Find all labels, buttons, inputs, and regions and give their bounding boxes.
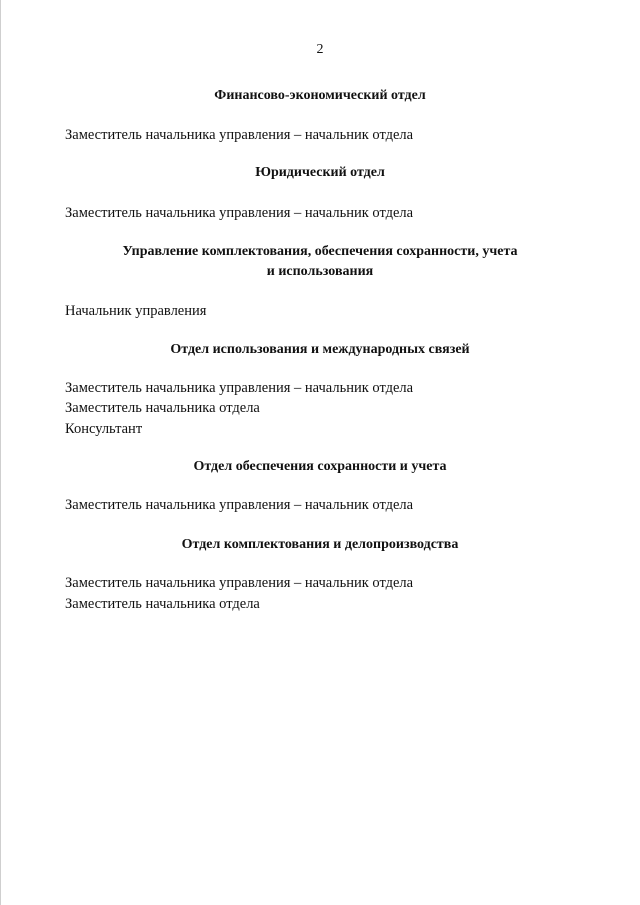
section-heading-preservation xyxy=(60,457,580,477)
heading-line: Отдел обеспечения сохранности и учета xyxy=(193,459,447,474)
section-heading-legal xyxy=(60,163,580,183)
position-line: Заместитель начальника управления – начальник отдела xyxy=(65,127,414,143)
position-line: Начальник управления xyxy=(65,303,207,319)
heading-line: Отдел использования и международных связей xyxy=(170,342,470,357)
heading-line: Финансово-экономический отдел xyxy=(214,88,426,103)
section-heading-acquisition xyxy=(60,535,580,555)
position-line: Заместитель начальника управления – начальник отдела xyxy=(65,497,414,513)
section-heading-financial xyxy=(60,86,580,106)
position-line: Заместитель начальника отдела xyxy=(65,596,260,612)
scan-edge-line xyxy=(0,0,1,905)
heading-line: Отдел комплектования и делопроизводства xyxy=(181,537,459,552)
position-line: Заместитель начальника отдела xyxy=(65,400,260,416)
heading-line: Юридический отдел xyxy=(255,165,385,180)
heading-line: и использования xyxy=(266,264,374,279)
position-line: Заместитель начальника управления – начальник отдела xyxy=(65,380,414,396)
section-heading-directorate xyxy=(60,242,580,282)
position-line: Консультант xyxy=(65,421,143,437)
position-line: Заместитель начальника управления – начальник отдела xyxy=(65,575,414,591)
heading-line: Управление комплектования, обеспечения сохранности, учета xyxy=(122,244,518,259)
page-number: 2 xyxy=(316,42,324,57)
section-heading-usage-international xyxy=(60,340,580,360)
position-line: Заместитель начальника управления – начальник отдела xyxy=(65,205,414,221)
